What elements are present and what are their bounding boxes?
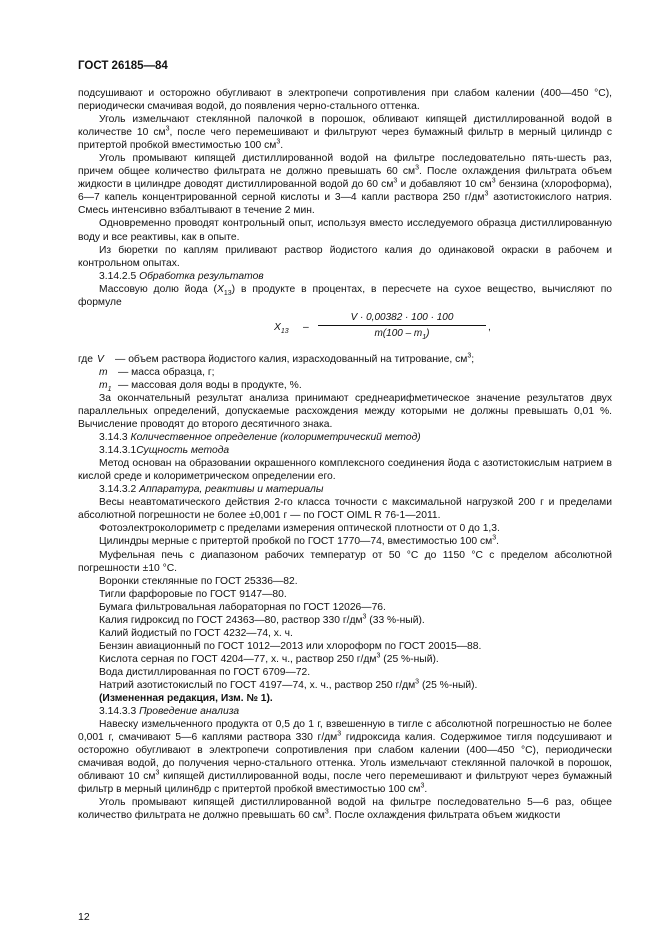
legend-row: m — масса образца, г; [99, 366, 215, 378]
formula-equals: – [303, 321, 309, 333]
paragraph: подсушивают и осторожно обугливают в электропечи сопротивления при слабом калении (400—450 °С), периодически смачивая водой, до появления черно-стального оттенка. [78, 88, 612, 113]
section-heading: 3.14.3.1Сущность метода [99, 445, 230, 457]
section-heading: 3.14.2.5 Обработка результатов [99, 270, 264, 282]
section-heading: 3.14.3.2 Аппаратура, реактивы и материалы [99, 484, 324, 496]
list-item: Воронки стеклянные по ГОСТ 25336—82. [99, 575, 298, 587]
formula-lhs: $X_{13}$ [274, 321, 289, 335]
list-item: Натрий азотистокислый по ГОСТ 4197—74, х. ч., раствор 250 $г/дм^3$ (25 %-ный). [99, 678, 478, 691]
legend-row: $m_1$ — массовая доля воды в продукте, %. [99, 379, 302, 393]
formula-denominator: $m(100 - m_1)$ [374, 327, 430, 341]
list-item: Вода дистиллированная по ГОСТ 6709—72. [99, 666, 311, 678]
formula-comma: , [488, 321, 491, 333]
list-item: Калия гидроксид по ГОСТ 24363—80, раствор 330 $г/дм^3$ (33 %-ный). [99, 613, 425, 626]
page-number: 12 [78, 911, 90, 923]
paragraph: Весы неавтоматического действия 2-го класса точности с максимальной нагрузкой 200 г и пределами абсолютной погрешности не более ±0,001 г — по ГОСТ OIML R 76-1—2011. [78, 497, 612, 522]
list-item: Кислота серная по ГОСТ 4204—77, х. ч., раствор 250 $г/дм^3$ (25 %-ный). [99, 652, 439, 665]
list-item: Калий йодистый по ГОСТ 4232—74, х. ч. [99, 627, 293, 639]
paragraph: Из бюретки по каплям приливают раствор йодистого калия до одинаковой окраски в рабочем и контрольном опытах. [78, 244, 612, 269]
list-item: Тигли фарфоровые по ГОСТ 9147—80. [99, 588, 287, 600]
section-heading: 3.14.3 Количественное определение (колориметрический метод) [99, 432, 421, 444]
list-item: Фотоэлектроколориметр с пределами измерения оптической плотности от 0 до 1,3. [99, 523, 500, 535]
list-item: Бензин авиационный по ГОСТ 1012—2013 или хлороформ по ГОСТ 20015—88. [99, 640, 482, 652]
paragraph: Навеску измельченного продукта от 0,5 до 1 г, взвешенную в тигле с абсолютной погрешностью не более 0,001 г, смачивают 5—6 каплями раствора 330 $г/дм^3$ гидроксида калия. Содержимое тигля подсушивают и осторожно обугливают в электропечи сопротивления при слабом калении (400—450 °С), периодически смачивая водой, до получения черно-стального оттенка. Уголь измельчают стеклянной палочкой в порошок, обливают 10 $см^3$ кипящей дистиллированной воды, после чего перемешивают и фильтруют через бумажный фильтр в мерный цилин6др с притертой пробкой вместимостью 100 $см^3$. [78, 719, 612, 796]
paragraph: Муфельная печь с диапазоном рабочих температур от 50 °С до 1150 °С с пределом абсолютной погрешности ±10 °С. [78, 549, 612, 574]
amendment-note: (Измененная редакция, Изм. № 1). [99, 693, 273, 705]
paragraph: Уголь промывают кипящей дистиллированной водой на фильтре последовательно 5—6 раз, общее количество фильтрата не должно превышать 60 $см^3$. После охлаждения фильтрата объем жидкости [78, 797, 612, 822]
document-header: ГОСТ 26185—84 [78, 60, 168, 72]
list-item: Бумага фильтровальная лабораторная по ГОСТ 12026—76. [99, 601, 386, 613]
section-heading: 3.14.3.3 Проведение анализа [99, 706, 240, 718]
paragraph: Массовую долю йода $(X_{13})$ в продукте в процентах, в пересчете на сухое вещество, вычисляют по формуле [78, 283, 612, 308]
paragraph: За окончательный результат анализа принимают среднеарифметическое значение результатов двух параллельных определений, допускаемые расхождения между которыми не должны превышать 0,01 %. Вычисление проводят до второго десятичного знака. [78, 392, 612, 431]
document-body [78, 87, 612, 822]
list-item: Цилиндры мерные с притертой пробкой по ГОСТ 1770—74, вместимостью 100 $см^3$. [99, 535, 499, 548]
paragraph: Уголь промывают кипящей дистиллированной водой на фильтре последовательно пять-шесть раз, причем общее количество фильтрата не должно превышать 60 $см^3$. После охлаждения фильтрата объем жидкости в цилиндре доводят дистиллированной водой до 60 $см^3$ и добавляют 10 $см^3$ бензина (хлороформа), 6—7 капель концентрированной серной кислоты и 3—4 капли раствора 250 $г/дм^3$ азотистокислого натрия. Смесь интенсивно взбалтывают в течение 2 мин. [78, 153, 613, 217]
formula [78, 311, 612, 351]
paragraph: Уголь измельчают стеклянной палочкой в порошок, обливают кипящей дистиллированной водой в количестве 10 $см^3$, после чего перемешивают и фильтруют через бумажный фильтр в мерный цилиндр с притертой пробкой вместимостью 100 $см^3$. [78, 114, 613, 152]
formula-fraction [318, 311, 486, 340]
paragraph: Метод основан на образовании окрашенного комплексного соединения йода с азотистокислым натрием в кислой среде и колориметрическом определении его. [78, 458, 612, 483]
paragraph: Одновременно проводят контрольный опыт, используя вместо исследуемого образца дистиллированную воду и все реактивы, как в опыте. [78, 218, 612, 243]
legend-row: где V — объем раствора йодистого калия, израсходованный на титрование, $см^3$; [78, 352, 475, 365]
formula-numerator: V · 0,00382 · 100 · 100 [318, 311, 486, 326]
